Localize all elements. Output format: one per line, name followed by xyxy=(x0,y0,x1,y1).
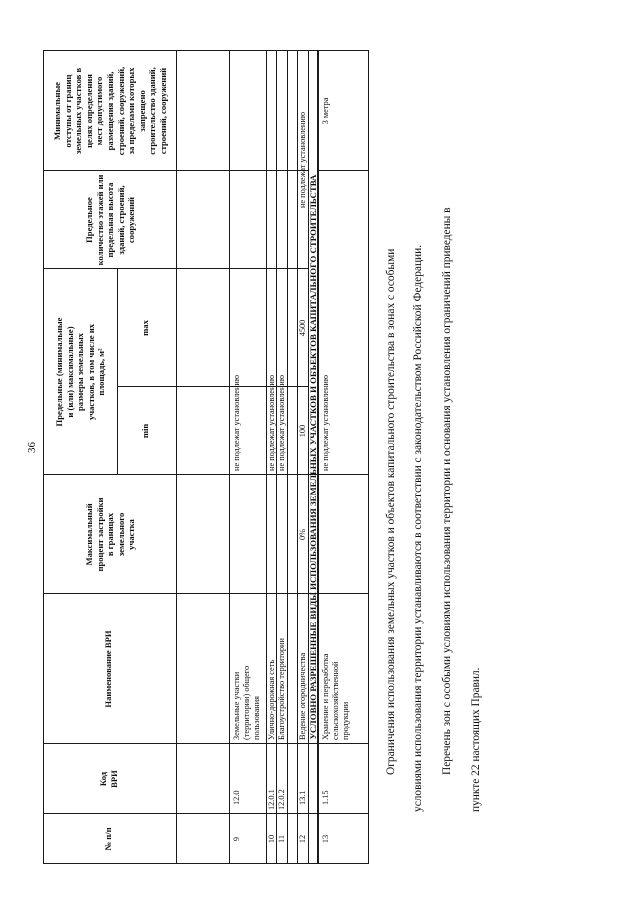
section-title: УСЛОВНО РАЗРЕШЕННЫЕ ВИДЫ ИСПОЛЬЗОВАНИЯ ЗЕМЕЛЬНЫХ УЧАСТКОВ И ОБЪЕКТОВ КАПИТАЛЬНОГО СТРОИТЕЛЬСТВА xyxy=(308,174,318,740)
row-num: 12 xyxy=(298,834,307,844)
paragraph-line-2: условиями использования территории устанавливаются в соответствии с законодательством Российской Федерации. xyxy=(412,244,424,812)
row-num: 9 xyxy=(232,836,241,842)
header-min: min xyxy=(140,423,150,439)
row-name: Благоустройство территории xyxy=(277,638,286,740)
header-code: Код ВРИ xyxy=(98,770,119,788)
row-num: 10 xyxy=(267,834,276,844)
row-floors: не подлежат установлению xyxy=(298,111,307,209)
row-name: Улично-дорожная сеть xyxy=(267,659,276,740)
row-name: Хранение и переработка сельскохозяйственной продукции xyxy=(321,653,350,740)
row-setback: 3 метра xyxy=(321,97,330,125)
row-size: не подлежат установлению xyxy=(277,374,286,471)
header-setback: Минимальные отступы от границ земельных участков в целях определения мест допустимого размещения зданий, строений, сооружений, за пределами которых запрещено строительство зданий, строений, сооружений xyxy=(52,66,168,156)
header-size: Предельные (минимальные и (или) максимальные) размеры земельных участков, в том числе их площадь, м² xyxy=(54,317,107,427)
row-size: не подлежат установлению xyxy=(232,374,241,471)
row-name: Ведение огородничества xyxy=(298,652,307,740)
row-size: не подлежат установлению xyxy=(267,374,276,471)
row-percent: 0% xyxy=(298,528,307,541)
row-num: 13 xyxy=(321,834,330,844)
row-name: Земельные участки (территории) общего пользования xyxy=(232,665,261,740)
row-code: 1.15 xyxy=(321,790,330,805)
header-max: max xyxy=(140,320,150,336)
header-percent: Максимальный процент застройки в границах земельного участка xyxy=(84,497,137,572)
row-code: 12.0 xyxy=(232,790,241,805)
page-number: 36 xyxy=(26,442,38,453)
paragraph-line-1: Ограничения использования земельных участков и объектов капитального строительства в зонах с особыми xyxy=(385,248,397,775)
paragraph-line-3: Перечень зон с особыми условиями использования территории и основания установления ограничений приведены в xyxy=(441,207,453,775)
row-code: 12.0.1 xyxy=(267,789,276,810)
header-floors: Предельное количество этажей или предельная высота зданий, строений, сооружений xyxy=(84,174,137,266)
row-max: 4500 xyxy=(298,319,307,337)
header-name: Наименование ВРИ xyxy=(103,630,113,708)
row-min: 100 xyxy=(298,424,307,438)
paragraph-line-4: пункте 22 настоящих Правил. xyxy=(470,667,482,812)
header-num: № п/п xyxy=(103,827,113,851)
row-size: не подлежат установлению xyxy=(321,374,330,471)
row-code: 12.0.2 xyxy=(277,789,286,810)
row-code: 13.1 xyxy=(298,790,307,805)
row-num: 11 xyxy=(277,835,286,843)
